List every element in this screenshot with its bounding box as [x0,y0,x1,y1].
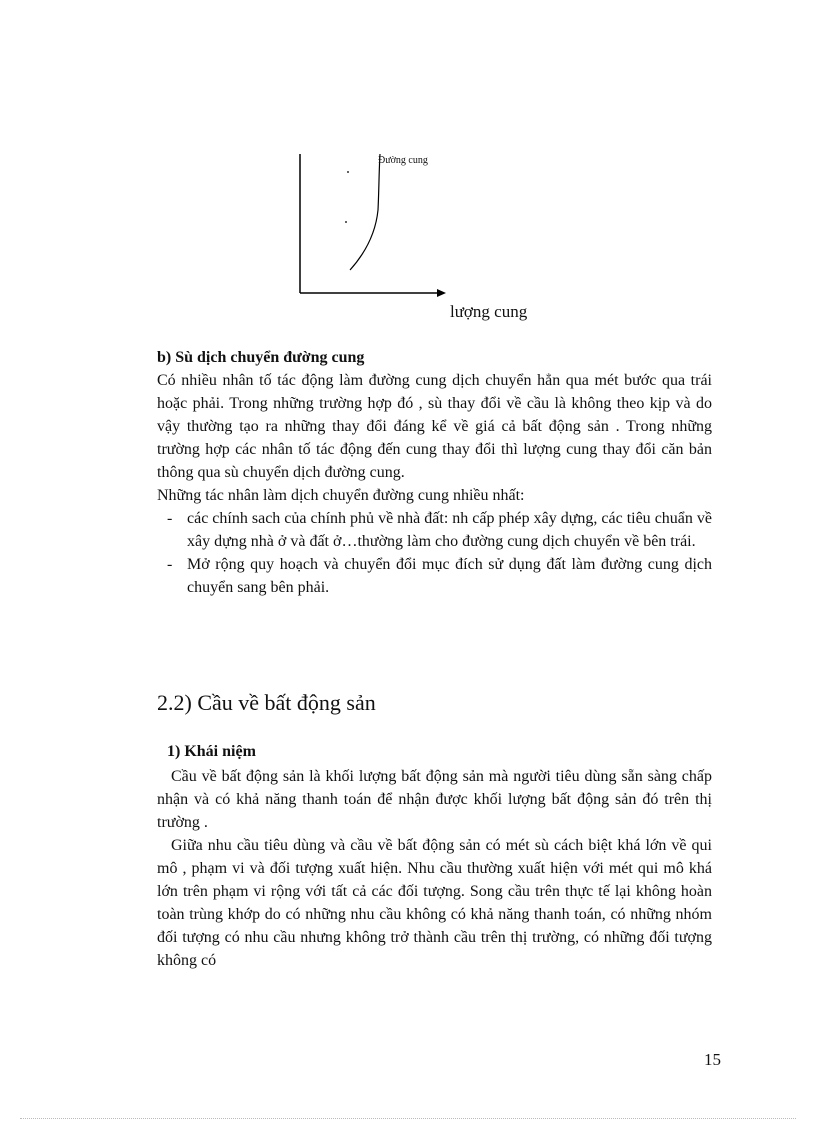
section-2-2-body [157,740,712,972]
page-number: 15 [704,1050,721,1069]
section-b [157,346,712,599]
paragraph: Giữa nhu cầu tiêu dùng và cầu về bất động sản có mét sù cách biệt khá lớn về qui mô , phạm vi và đối tượng xuất hiện. Nhu cầu thường xuất hiện với mét qui mô khá lớn trên phạm vi rộng với tất cả các đối tượng. Song cầu trên thực tế lại không hoàn toàn trùng khớp do có những nhu cầu không có khả năng thanh toán, có những nhóm đối tượng có nhu cầu nhưng không trở thành cầu trên thị trường, có những đối tượng không có [157,837,712,969]
bullet-dash: - [167,510,173,527]
list-item [157,507,712,553]
list-item-text: Mở rộng quy hoạch và chuyển đổi mục đích sử dụng đất làm đường cung dịch chuyển sang bên phải. [187,556,712,596]
list-item [157,553,712,599]
section-b-lead: Những tác nhân làm dịch chuyển đường cung nhiều nhất: [157,487,525,504]
x-axis-label: lượng cung [450,302,528,321]
section-title: 2.2) Cầu về bất động sản [157,690,376,715]
supply-shift-factors-list [157,507,712,599]
supply-curve-label: Đường cung [378,155,428,166]
section-b-paragraph: Có nhiều nhân tố tác động làm đường cung dịch chuyển hẳn qua mét bước qua trái hoặc phải. Trong những trường hợp đó , sù thay đổi về cầu là không theo kịp và do vậy thường tạo ra những thay đổi đáng kể về giá cả bất động sản . Trong những trường hợp các nhân tố tác động đến cung thay đổi thì lượng cung thay đổi căn bản thông qua sù chuyển dịch đường cung. [157,372,712,481]
curve-marker-dot [345,221,347,223]
subsection-heading: 1) Khái niệm [167,743,256,760]
curve-marker-dot [347,171,349,173]
supply-curve-figure [290,150,550,325]
section-b-heading: b) Sù dịch chuyển đường cung [157,349,365,366]
list-item-text: các chính sach của chính phủ về nhà đất: nh cấp phép xây dựng, các tiêu chuẩn về xây dựng nhà ở và đất ở…thường làm cho đường cung dịch chuyển về bên trái. [187,510,712,550]
supply-curve-chart [290,150,550,325]
bullet-dash: - [167,556,173,573]
x-axis-arrow-icon [437,289,446,297]
supply-curve-line [350,154,380,270]
paragraph: Cầu về bất động sản là khối lượng bất động sản mà người tiêu dùng sẵn sàng chấp nhận và có khả năng thanh toán để nhận được khối lượng bất động sản đó trên thị trường . [157,768,712,831]
page-bottom-divider [20,1118,796,1119]
